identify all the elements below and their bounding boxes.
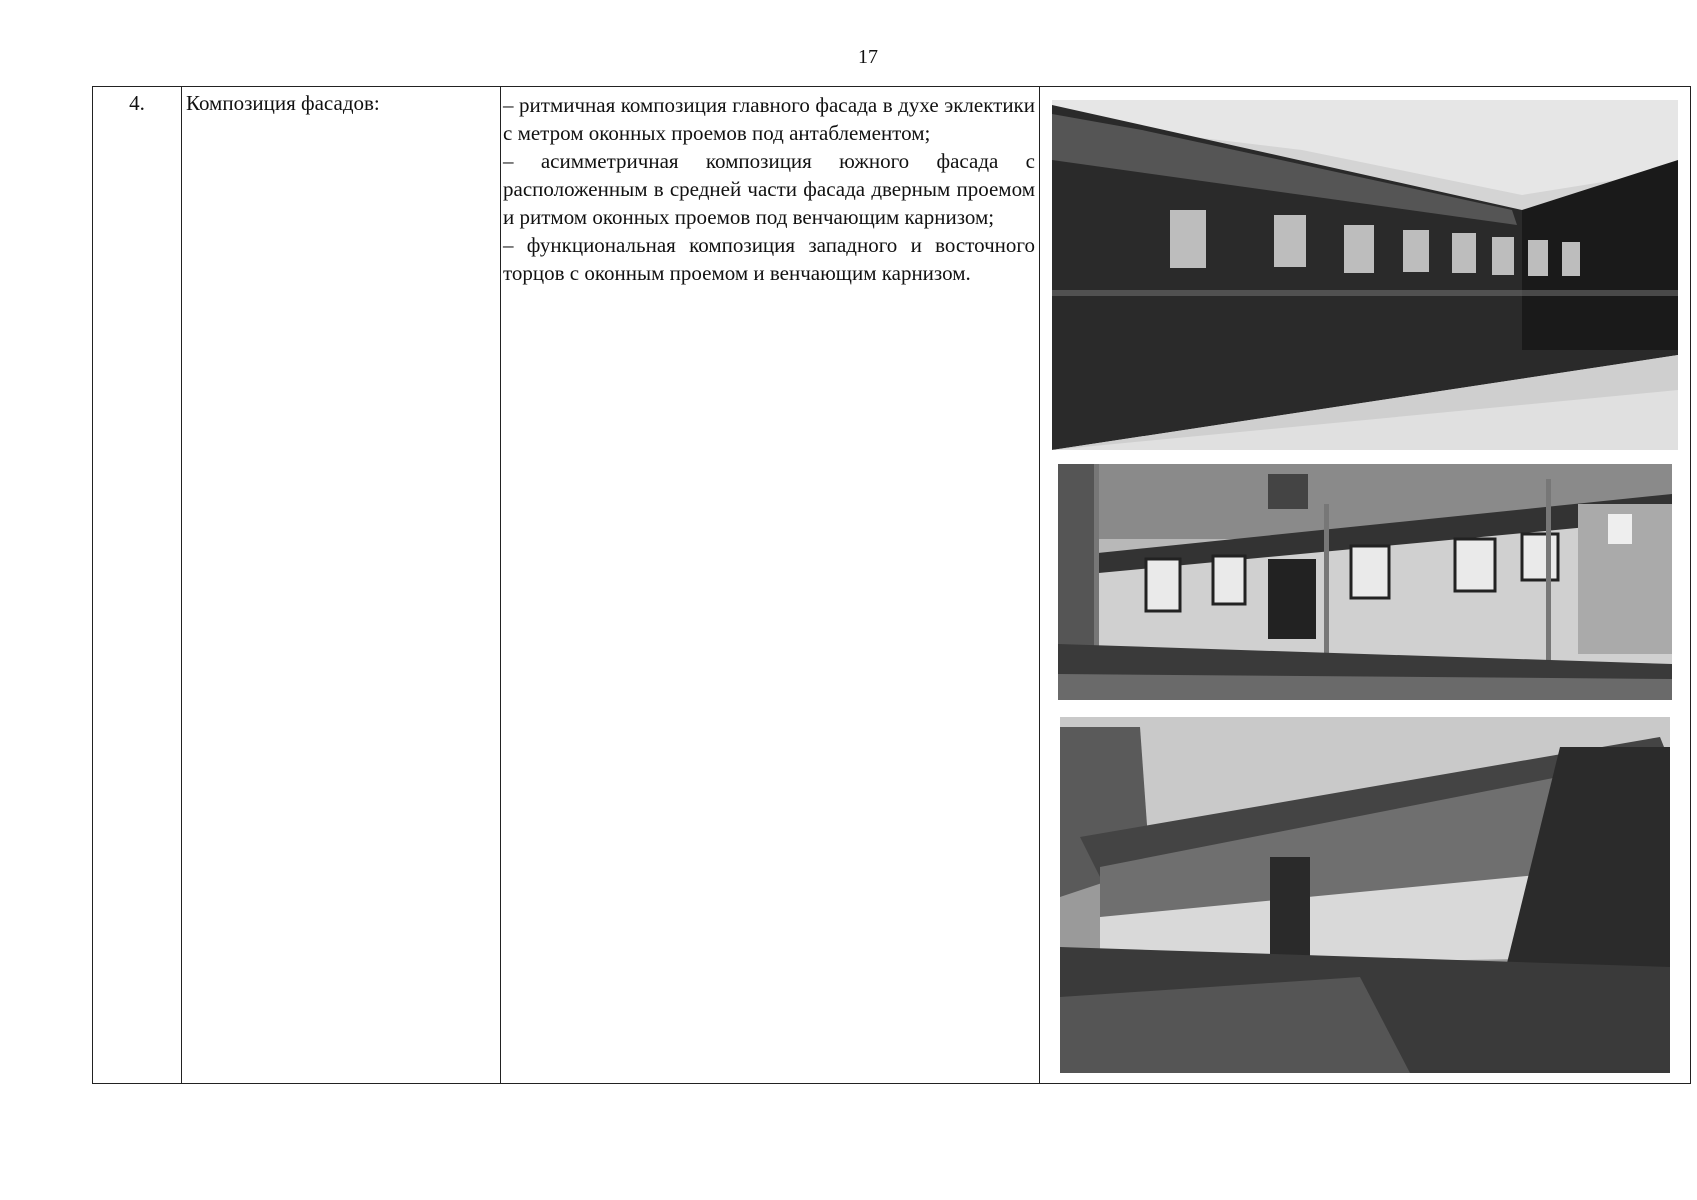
table-row bbox=[93, 87, 1691, 1084]
description-item: – функциональная композиция западного и восточного торцов с оконным проемом и венчающим карнизом. bbox=[503, 233, 1035, 285]
description-item: – асимметричная композиция южного фасада с расположенным в средней части фасада дверным проемом и ритмом оконных проемов под венчающим карнизом; bbox=[503, 149, 1035, 229]
row-title: Композиция фасадов: bbox=[186, 91, 380, 115]
row-title-cell bbox=[182, 87, 501, 1084]
row-number: 4. bbox=[129, 91, 145, 115]
page-number: 17 bbox=[858, 46, 878, 68]
row-number-cell bbox=[93, 87, 182, 1084]
facade-table bbox=[92, 86, 1691, 1084]
south-facade-photo bbox=[1058, 464, 1672, 700]
description-cell bbox=[501, 87, 1040, 1084]
end-facade-photo bbox=[1060, 717, 1670, 1073]
description-item: – ритмичная композиция главного фасада в духе эклектики с метром оконных проемов под антаблементом; bbox=[503, 93, 1035, 145]
photos-cell bbox=[1040, 87, 1691, 1084]
main-facade-photo bbox=[1052, 100, 1678, 450]
